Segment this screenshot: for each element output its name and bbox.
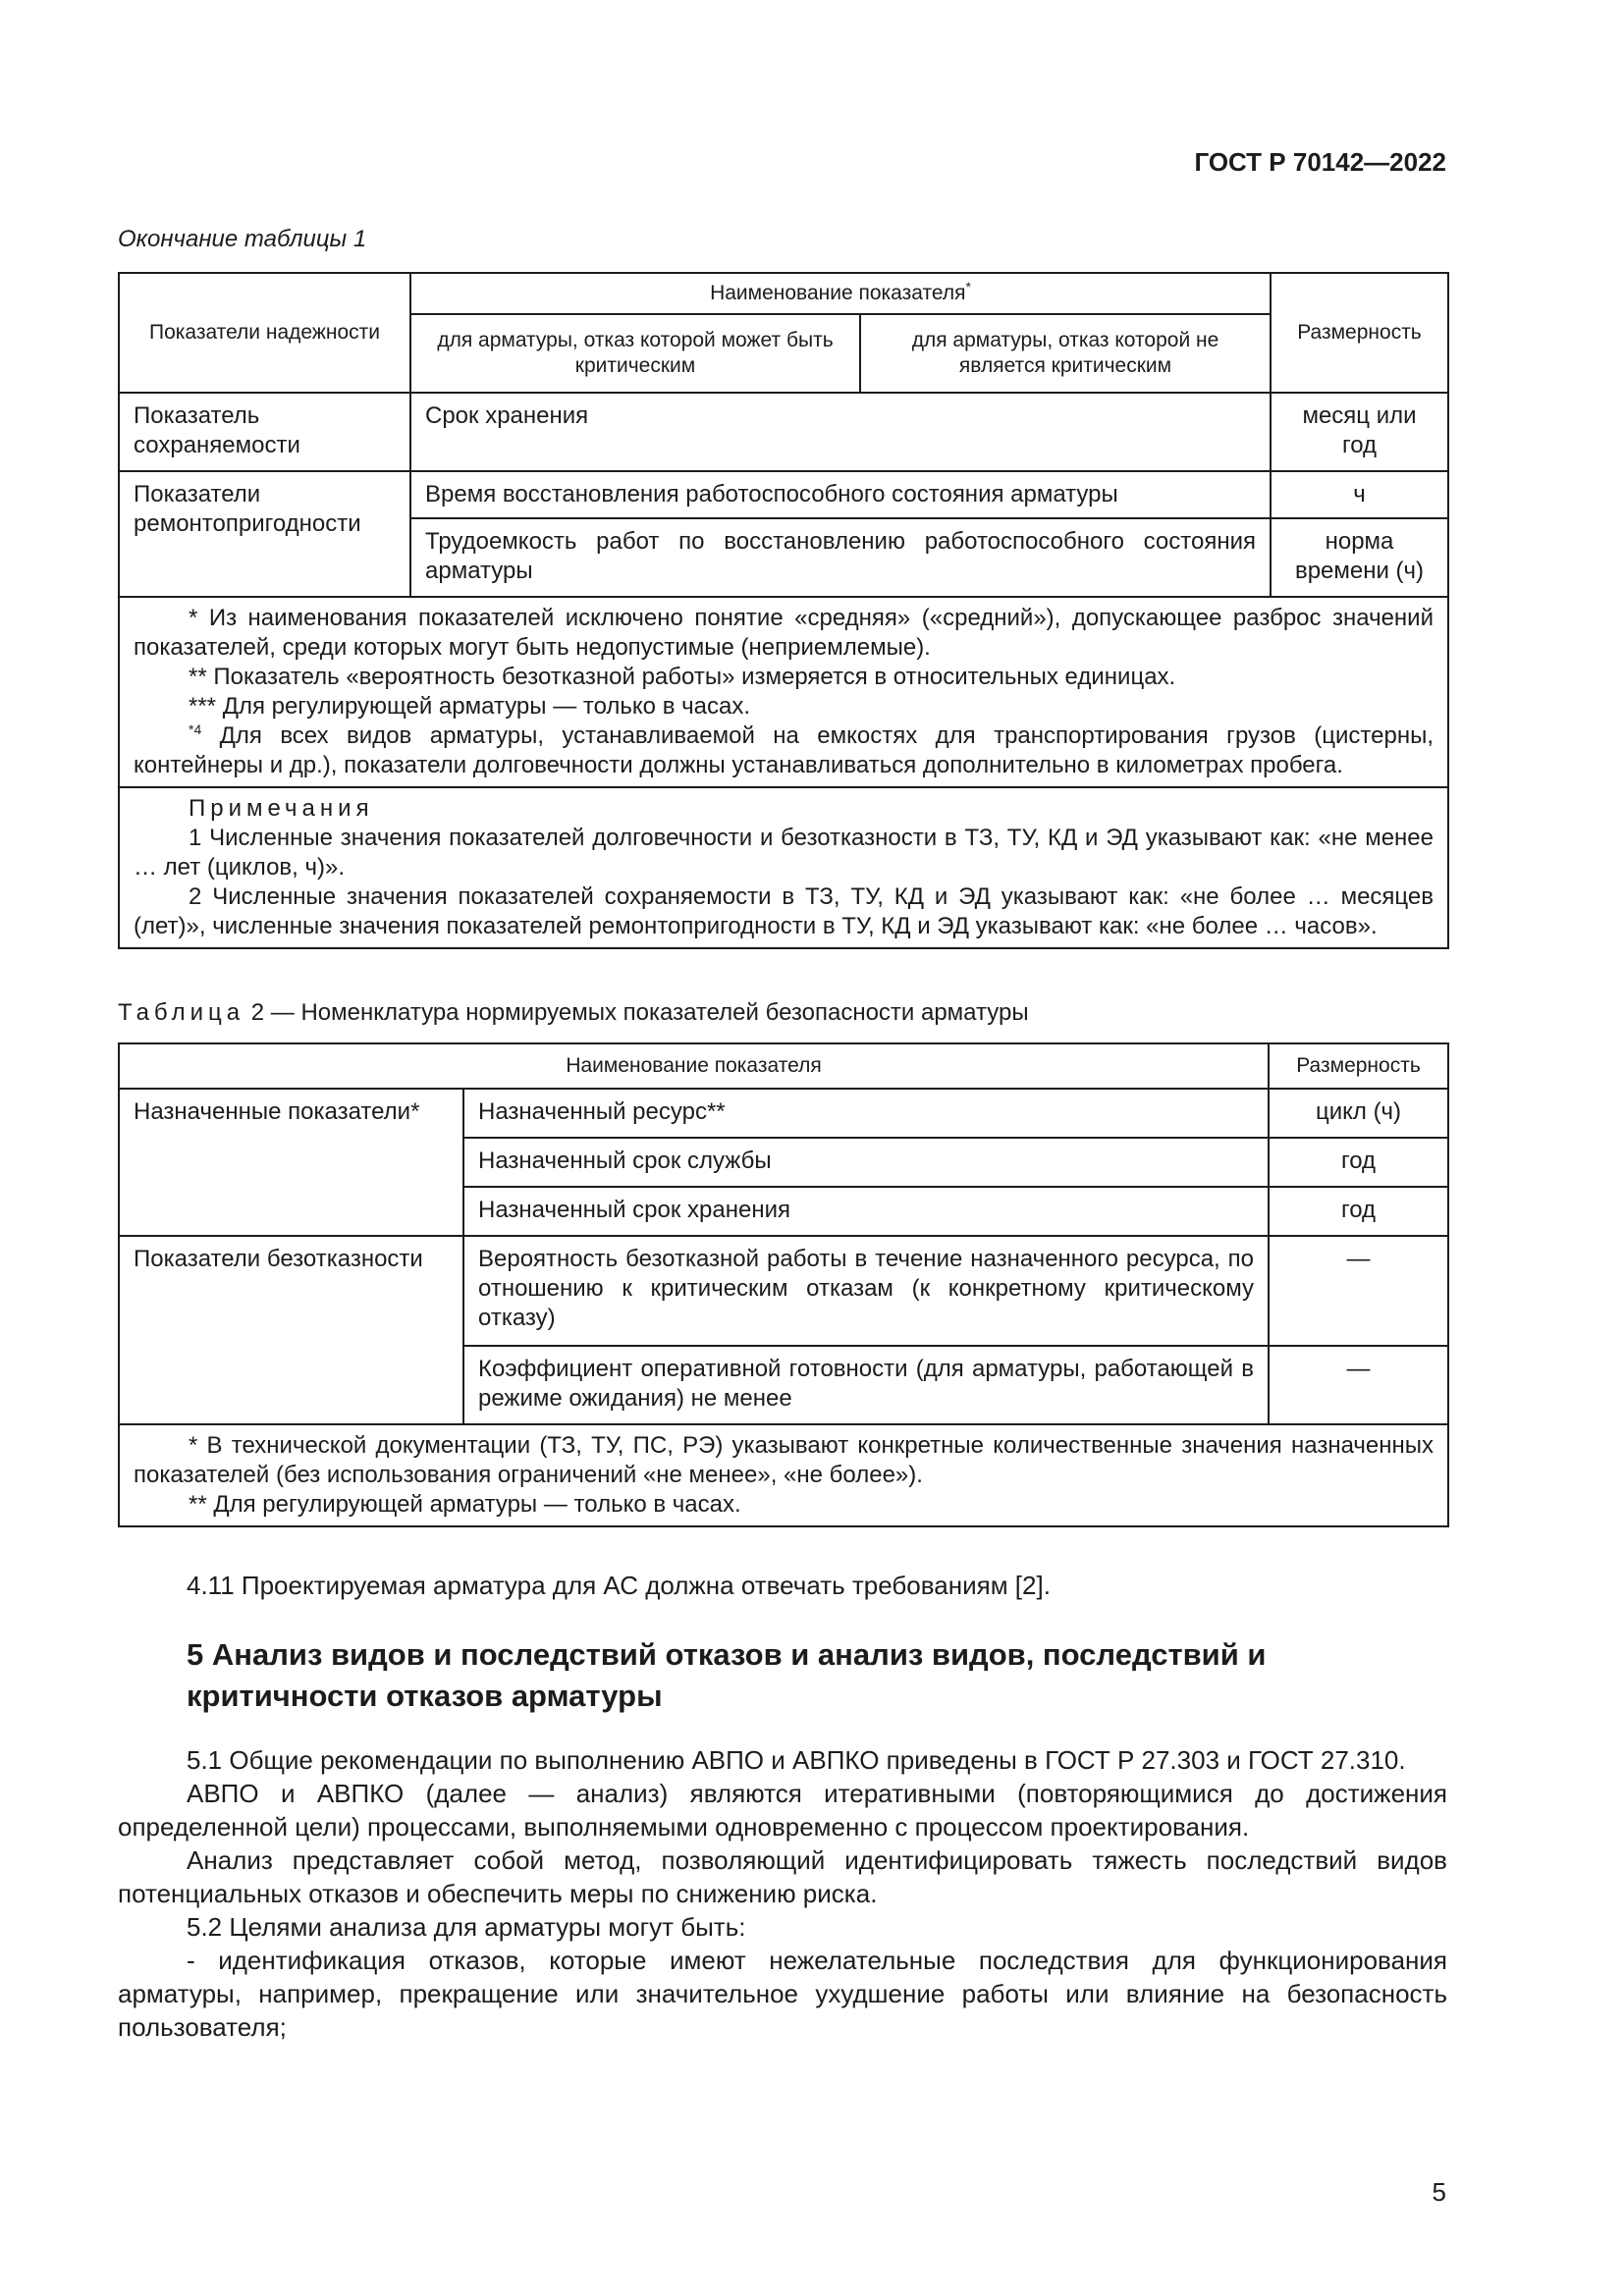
- paragraph: АВПО и АВПКО (далее — анализ) являются итеративными (повторяющимися до достижения определенной цели) процессами, выполняемыми одновременно с процессом проектирования.: [118, 1779, 1447, 1842]
- header-name: [410, 273, 1271, 314]
- clause-4-11: [118, 1569, 1447, 1602]
- item-name: Назначенный ресурс**: [463, 1089, 1269, 1138]
- item-name: Назначенный срок хранения: [463, 1187, 1269, 1236]
- header-reliability: Показатели надежности: [119, 273, 410, 393]
- notes-title: Примечания: [189, 795, 374, 822]
- header-name: Наименование показателя: [119, 1043, 1269, 1089]
- paragraph: 5.1 Общие рекомендации по выполнению АВПО и АВПКО приведены в ГОСТ Р 27.303 и ГОСТ 27.310.: [187, 1745, 1406, 1775]
- table-1: [118, 272, 1449, 949]
- paragraph: Анализ представляет собой метод, позволяющий идентифицировать тяжесть последствий видов потенциальных отказов и обеспечить меры по снижению риска.: [118, 1845, 1447, 1908]
- row-dimension: норма времени (ч): [1271, 518, 1448, 597]
- item-dimension: —: [1269, 1236, 1448, 1346]
- footnote: ** Для регулирующей арматуры — только в часах.: [189, 1491, 741, 1518]
- item-name: Вероятность безотказной работы в течение назначенного ресурса, по отношению к критическим отказам (к конкретному критическому отказу): [463, 1236, 1269, 1346]
- table2-caption-rest: 2 — Номенклатура нормируемых показателей безопасности арматуры: [244, 999, 1029, 1026]
- footnote: * В технической документации (ТЗ, ТУ, ПС, РЭ) указывают конкретные количественные значения назначенных показателей (без использования ограничений «не менее», «не более»).: [134, 1432, 1435, 1488]
- paragraph: 5.2 Целями анализа для арматуры могут быть:: [187, 1912, 746, 1942]
- document-code: ГОСТ Р 70142—2022: [1194, 147, 1446, 177]
- clause-text: 4.11 Проектируемая арматура для АС должна отвечать требованиям [2].: [187, 1571, 1051, 1600]
- table2-footnotes: [119, 1424, 1448, 1526]
- row-group-label: Показатели ремонтопригодности: [119, 471, 410, 597]
- section-5-heading: 5 Анализ видов и последствий отказов и анализ видов, последствий и критичности отказов арматуры: [187, 1637, 1267, 1713]
- table2-caption-word: Таблица: [118, 999, 245, 1026]
- footnote: *** Для регулирующей арматуры — только в часах.: [189, 693, 750, 720]
- note: 2 Численные значения показателей сохраняемости в ТЗ, ТУ, КД и ЭД указывают как: «не более … месяцев (лет)», численные значения показателей ремонтопригодности в ТУ, КД и ЭД указывают как: «не более … часов».: [134, 883, 1434, 939]
- page-number: 5: [1432, 2177, 1446, 2207]
- item-dimension: —: [1269, 1346, 1448, 1424]
- group-label: Показатели безотказности: [119, 1236, 463, 1424]
- item-name: Коэффициент оперативной готовности (для арматуры, работающей в режиме ожидания) не менее: [463, 1346, 1269, 1424]
- row-group-label: Показатель сохраняемости: [119, 393, 410, 471]
- section-5-body: [118, 1743, 1447, 2044]
- note: 1 Численные значения показателей долговечности и безотказности в ТЗ, ТУ, КД и ЭД указывают как: «не менее … лет (циклов, ч)».: [134, 825, 1434, 881]
- table1-footnotes: [119, 597, 1448, 787]
- item-name: Назначенный срок службы: [463, 1138, 1269, 1187]
- table2-caption: [118, 999, 1029, 1027]
- row-dimension: ч: [1271, 471, 1448, 518]
- footnote: * Из наименования показателей исключено понятие «средняя» («средний»), допускающее разброс значений показателей, среди которых могут быть недопустимые (неприемлемые).: [134, 605, 1434, 661]
- table1-notes: [119, 787, 1448, 948]
- footnote: ** Показатель «вероятность безотказной работы» измеряется в относительных единицах.: [189, 664, 1176, 690]
- item-dimension: год: [1269, 1187, 1448, 1236]
- table-2: [118, 1042, 1449, 1527]
- row-name: Срок хранения: [410, 393, 1271, 471]
- row-name: Трудоемкость работ по восстановлению работоспособного состояния арматуры: [410, 518, 1271, 597]
- table1-caption: Окончание таблицы 1: [118, 226, 367, 252]
- header-name-text: Наименование показателя: [710, 282, 966, 304]
- footnote-mark: *4: [189, 721, 202, 737]
- item-dimension: год: [1269, 1138, 1448, 1187]
- paragraph: - идентификация отказов, которые имеют нежелательные последствия для функционирования арматуры, например, прекращение или значительное ухудшение работы или влияние на безопасность пользователя;: [118, 1946, 1447, 2042]
- row-name: Время восстановления работоспособного состояния арматуры: [410, 471, 1271, 518]
- header-critical: для арматуры, отказ которой может быть критическим: [410, 314, 860, 393]
- header-dimension: Размерность: [1269, 1043, 1448, 1089]
- item-dimension: цикл (ч): [1269, 1089, 1448, 1138]
- header-name-mark: *: [965, 279, 971, 294]
- footnote-text: Для всех видов арматуры, устанавливаемой на емкостях для транспортирования грузов (цистерны, контейнеры и др.), показатели долговечности должны устанавливаться дополнительно в километрах пробега.: [134, 722, 1434, 778]
- header-noncritical: для арматуры, отказ которой не является критическим: [860, 314, 1271, 393]
- footnote: [134, 721, 1434, 780]
- group-label: Назначенные показатели*: [119, 1089, 463, 1236]
- header-dimension: Размерность: [1271, 273, 1448, 393]
- row-dimension: месяц или год: [1271, 393, 1448, 471]
